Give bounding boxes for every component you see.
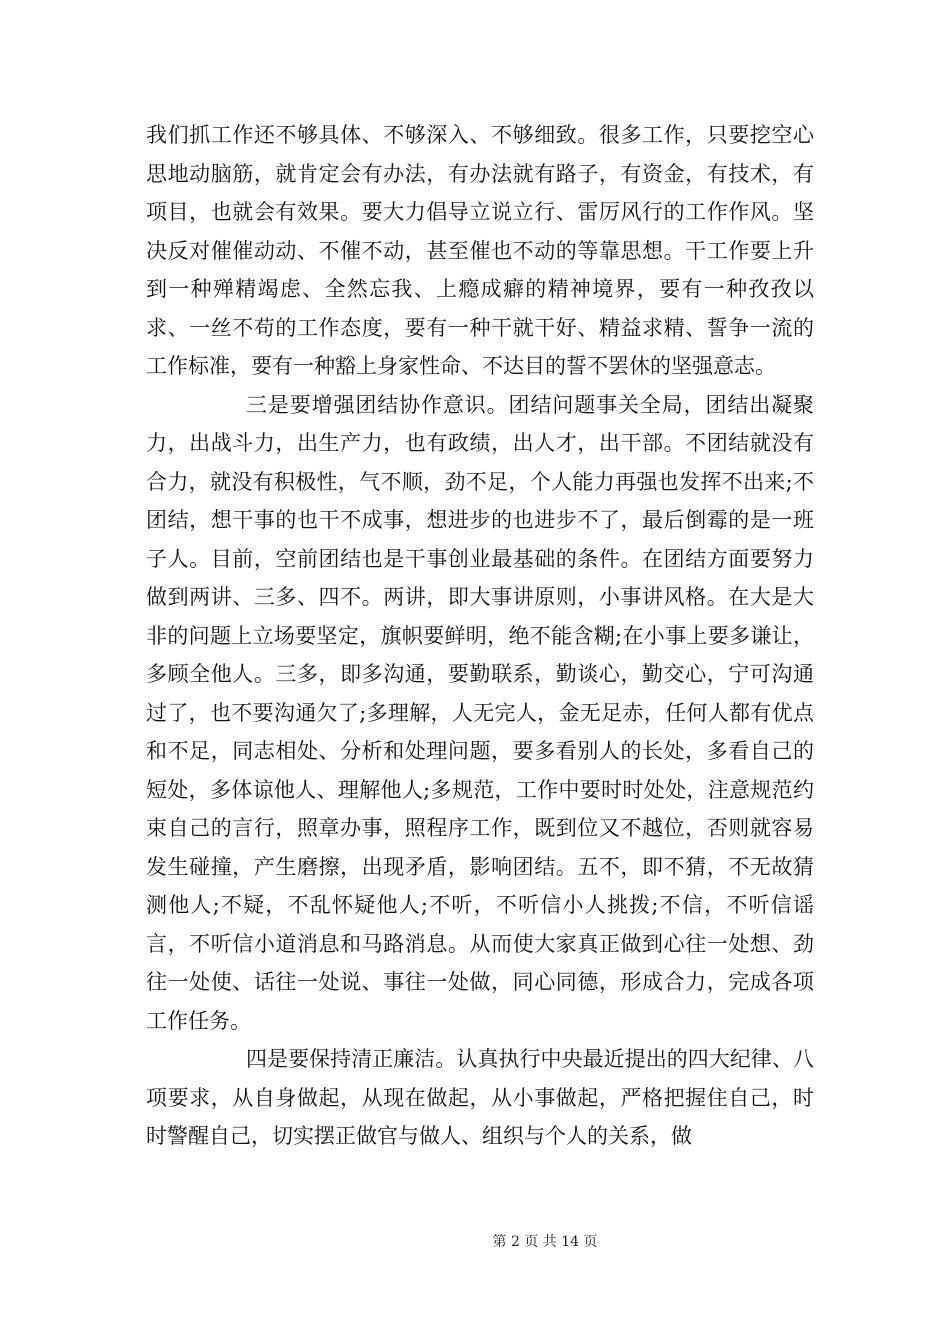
paragraph-2: 三是要增强团结协作意识。团结问题事关全局，团结出凝聚力，出战斗力，出生产力，也有政绩，出人才，出干部。不团结就没有合力，就没有积极性，气不顺，劲不足，个人能力再强也发挥不出来;不团结，想干事的也干不成事，想进步的也进步不了，最后倒霉的是一班子人。目前，空前团结也是干事创业最基础的条件。在团结方面要努力做到两讲、三多、四不。两讲，即大事讲原则，小事讲风格。在大是大非的问题上立场要坚定，旗帜要鲜明，绝不能含糊;在小事上要多谦让，多顾全他人。三多，即多沟通，要勤联系，勤谈心，勤交心，宁可沟通过了，也不要沟通欠了;多理解，人无完人，金无足赤，任何人都有优点和不足，同志相处、分析和处理问题，要多看别人的长处，多看自己的短处，多体谅他人、理解他人;多规范，工作中要时时处处，注意规范约束自己的言行，照章办事，照程序工作，既到位又不越位，否则就容易发生碰撞，产生磨擦，出现矛盾，影响团结。五不，即不猜，不无故猜测他人;不疑，不乱怀疑他人;不听，不听信小人挑拨;不信，不听信谣言，不听信小道消息和马路消息。从而使大家真正做到心往一处想、劲往一处使、话往一处说、事往一处做，同心同德，形成合力，完成各项工作任务。 (146, 392, 814, 1033)
paragraph-1: 我们抓工作还不够具体、不够深入、不够细致。很多工作，只要挖空心思地动脑筋，就肯定会有办法，有办法就有路子，有资金，有技术，有项目，也就会有效果。要大力倡导立说立行、雷厉风行的工作作风。坚决反对催催动动、不催不动，甚至催也不动的等靠思想。干工作要上升到一种殚精竭虑、全然忘我、上瘾成癖的精神境界，要有一种孜孜以求、一丝不苟的工作态度，要有一种干就干好、精益求精、誓争一流的工作标准，要有一种豁上身家性命、不达目的誓不罢休的坚强意志。 (146, 123, 814, 378)
page-number: 第 2 页 共 14 页 (492, 1234, 598, 1250)
body-text (146, 116, 814, 1156)
page-footer (0, 1232, 950, 1252)
paragraph-3: 四是要保持清正廉洁。认真执行中央最近提出的四大纪律、八项要求，从自身做起，从现在做起，从小事做起，严格把握住自己，时时警醒自己，切实摆正做官与做人、组织与个人的关系，做 (146, 1047, 814, 1148)
